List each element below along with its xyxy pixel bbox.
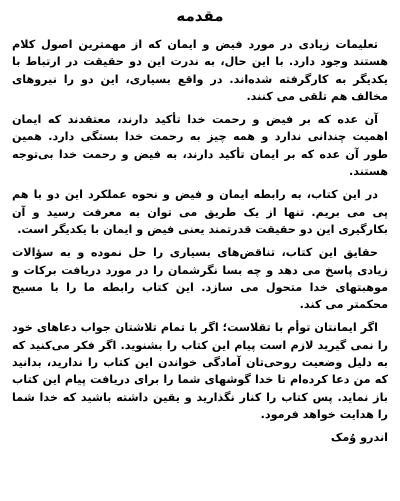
paragraph-5 xyxy=(12,319,388,423)
paragraph-1-emphasis: مخالف هم تلقی می کنند. xyxy=(246,89,388,103)
paragraph-3-text: در این کتاب، به رابطه ایمان و فیض و نحوه عملکرد این دو با هم پی می بریم. تنها از یک طریق می توان به معرفت رسید و آن بکارگیری این دو حقیقت قدرتمند یعنی فیض و ایمان با یکدیگر است. xyxy=(12,188,388,236)
paragraph-3 xyxy=(12,186,388,238)
paragraph-2-text: آن عده که بر فیض و رحمت خدا تأکید دارند، معتقدند که ایمان اهمیت چندانی ندارد و همه چیز به رحمت خدا بستگی دارد. همین طور آن عده که بر ایمان تأکید دارند، به فیض و رحمت خدا بی‌توجه هستند. xyxy=(12,113,388,179)
paragraph-2 xyxy=(12,111,388,180)
author-signature: اندرو وُمک xyxy=(330,431,388,445)
paragraph-4-text: حقایق این کتاب، تناقض‌های بسیاری را حل نموده و به سؤالات زیادی پاسخ می دهد و چه بسا نگرشمان را در مورد دریافت برکات و موهبتهای خدا متحول می سازد. این کتاب رابطه ما را با مسیح محکمتر می کند. xyxy=(12,246,388,312)
paragraph-5-text: اگر ایمانتان توأم با تقلاست؛ اگر با تمام تلاشتان جواب دعاهای خود را نمی گیرید لازم است پیام این کتاب را بشنوید. اگر فکر می‌کنید که به دلیل وضعیت روحی‌تان آمادگی خواندن این کتاب را ندارید، بدانید که من دعا کرده‌ام تا خدا گوشهای شما را برای دریافت پیام این کتاب باز نماید. پس کتاب را کنار نگذارید و یقین داشته باشید که خدا شما را هدایت خواهد فرمود. xyxy=(12,321,388,421)
paragraph-4 xyxy=(12,244,388,313)
paragraph-1-text: تعلیمات زیادی در مورد فیض و ایمان که از مهمترین اصول کلام هستند وجود دارد. با این حال، به ندرت این دو حقیقت در ارتباط با یکدیگر به کارگرفته شده‌اند. در واقع بسیاری، این دو را نیروهای xyxy=(12,38,388,86)
page-title: مقدمه xyxy=(176,7,224,25)
paragraph-1 xyxy=(12,36,388,105)
